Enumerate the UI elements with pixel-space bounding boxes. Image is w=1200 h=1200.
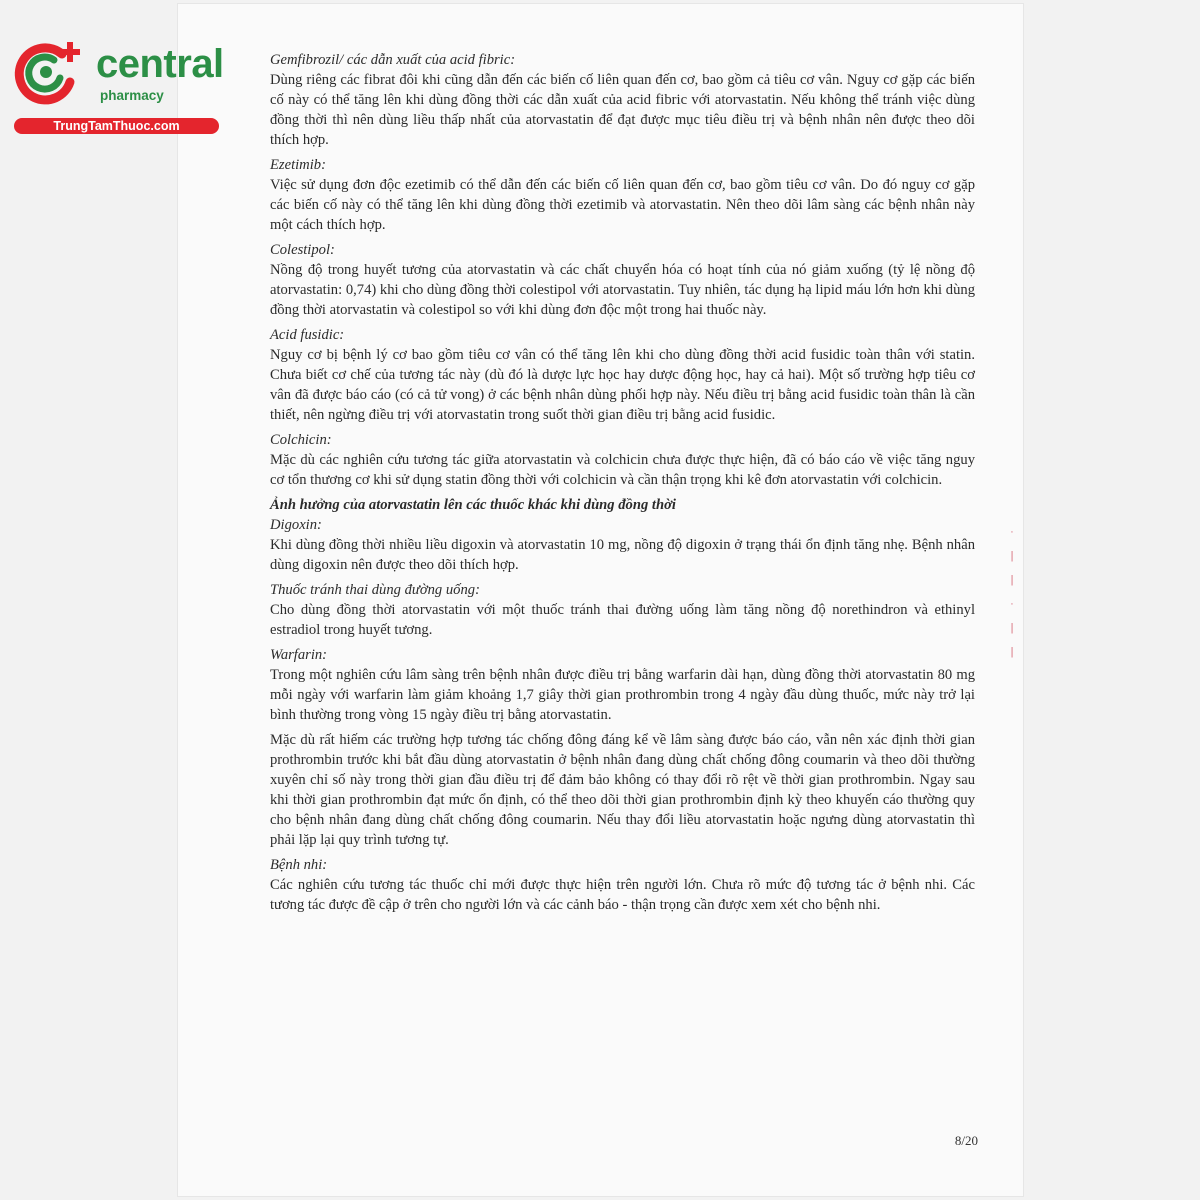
- page-number: 8/20: [954, 1133, 978, 1148]
- paragraph: Các nghiên cứu tương tác thuốc chỉ mới được thực hiện trên người lớn. Chưa rõ mức độ tương tác ở bệnh nhi. Các tương tác được đề cập ở trên cho người lớn và các cảnh báo - thận trọng cần được xem xét cho bệnh nhi.: [270, 877, 975, 913]
- subsection-title: Bệnh nhi:: [270, 857, 328, 873]
- paragraph: Việc sử dụng đơn độc ezetimib có thể dẫn đến các biến cố liên quan đến cơ, bao gồm tiêu cơ vân. Do đó nguy cơ gặp các biến cố này có thể tăng lên khi dùng đồng thời ezetimib và atorvastatin. Nên theo dõi lâm sàng các bệnh nhân này một cách thích hợp.: [270, 177, 975, 233]
- paragraph: Mặc dù rất hiếm các trường hợp tương tác chống đông đáng kể về lâm sàng được báo cáo, vẫn nên xác định thời gian prothrombin trước khi bắt đầu dùng atorvastatin ở bệnh nhân đang dùng chất chống đông coumarin và theo dõi thường xuyên chỉ số này trong thời gian đầu điều trị để đảm bảo không có thay đổi rõ rệt về thời gian prothrombin. Ngay sau khi thời gian prothrombin đạt mức ổn định, có thể theo dõi thời gian prothrombin định kỳ theo khuyến cáo thường quy cho bệnh nhân đang dùng chất chống đông coumarin. Nếu thay đổi liều atorvastatin hoặc ngưng dùng atorvastatin thì phải lặp lại quy trình tương tự.: [270, 732, 975, 848]
- paragraph: Nồng độ trong huyết tương của atorvastatin và các chất chuyển hóa có hoạt tính của nó giảm xuống (tỷ lệ nồng độ atorvastatin: 0,74) khi cho dùng đồng thời colestipol với atorvastatin. Tuy nhiên, tác dụng hạ lipid máu lớn hơn khi dùng đồng thời atorvastatin và colestipol so với khi dùng đơn độc một trong hai thuốc này.: [270, 262, 975, 318]
- paragraph: Trong một nghiên cứu lâm sàng trên bệnh nhân được điều trị bằng warfarin dài hạn, dùng đồng thời atorvastatin 80 mg mỗi ngày với warfarin làm giảm khoảng 1,7 giây thời gian prothrombin trong 4 ngày đầu dùng thuốc, mức này trở lại bình thường trong vòng 15 ngày điều trị bằng atorvastatin.: [270, 667, 975, 723]
- logo-website[interactable]: TrungTamThuoc.com: [14, 118, 219, 134]
- subsection-title: Ezetimib:: [270, 157, 326, 173]
- subsection-title: Acid fusidic:: [270, 327, 345, 343]
- subsection-title: Digoxin:: [270, 517, 322, 533]
- margin-stamp-marks: · | | · | |: [1010, 526, 1014, 658]
- section-heading: Ảnh hưởng của atorvastatin lên các thuốc khác khi dùng đồng thời: [270, 497, 676, 513]
- paragraph: Khi dùng đồng thời nhiều liều digoxin và atorvastatin 10 mg, nồng độ digoxin ở trạng thái ổn định tăng nhẹ. Bệnh nhân dùng digoxin nên được theo dõi thích hợp.: [270, 537, 975, 573]
- logo-name: central: [96, 42, 224, 86]
- paragraph: Cho dùng đồng thời atorvastatin với một thuốc tránh thai đường uống làm tăng nồng độ norethindron và ethinyl estradiol trong huyết tương.: [270, 602, 975, 638]
- subsection-title: Warfarin:: [270, 647, 328, 663]
- subsection-title: Thuốc tránh thai dùng đường uống:: [270, 582, 480, 598]
- paragraph: Mặc dù các nghiên cứu tương tác giữa atorvastatin và colchicin chưa được thực hiện, đã có báo cáo về việc tăng nguy cơ tổn thương cơ khi sử dụng statin đồng thời với colchicin và cần thận trọng khi kê đơn atorvastatin với colchicin.: [270, 452, 975, 488]
- paragraph: Dùng riêng các fibrat đôi khi cũng dẫn đến các biến cố liên quan đến cơ, bao gồm cả tiêu cơ vân. Nguy cơ gặp các biến cố này có thể tăng lên khi dùng đồng thời các dẫn xuất của acid fibric với atorvastatin. Nếu không thể tránh việc dùng đồng thời thì nên dùng liều thấp nhất của atorvastatin để đạt được mục tiêu điều trị và bệnh nhân nên được theo dõi thích hợp.: [270, 72, 975, 148]
- pharmacy-cross-icon: [10, 36, 90, 106]
- paragraph: Nguy cơ bị bệnh lý cơ bao gồm tiêu cơ vân có thể tăng lên khi cho dùng đồng thời acid fusidic toàn thân với statin. Chưa biết cơ chế của tương tác này (dù đó là dược lực học hay dược động học, hay cả hai). Một số trường hợp tiêu cơ vân đã được báo cáo (có cả tử vong) ở các bệnh nhân dùng phối hợp này. Nếu điều trị bằng acid fusidic toàn thân là cần thiết, nên ngừng điều trị với atorvastatin trong suốt thời gian điều trị bằng acid fusidic.: [270, 347, 975, 423]
- document-body: [270, 50, 975, 920]
- central-pharmacy-logo[interactable]: [10, 36, 224, 136]
- subsection-title: Gemfibrozil/ các dẫn xuất của acid fibric:: [270, 52, 516, 68]
- subsection-title: Colestipol:: [270, 242, 335, 258]
- logo-subtitle: pharmacy: [100, 88, 164, 103]
- subsection-title: Colchicin:: [270, 432, 332, 448]
